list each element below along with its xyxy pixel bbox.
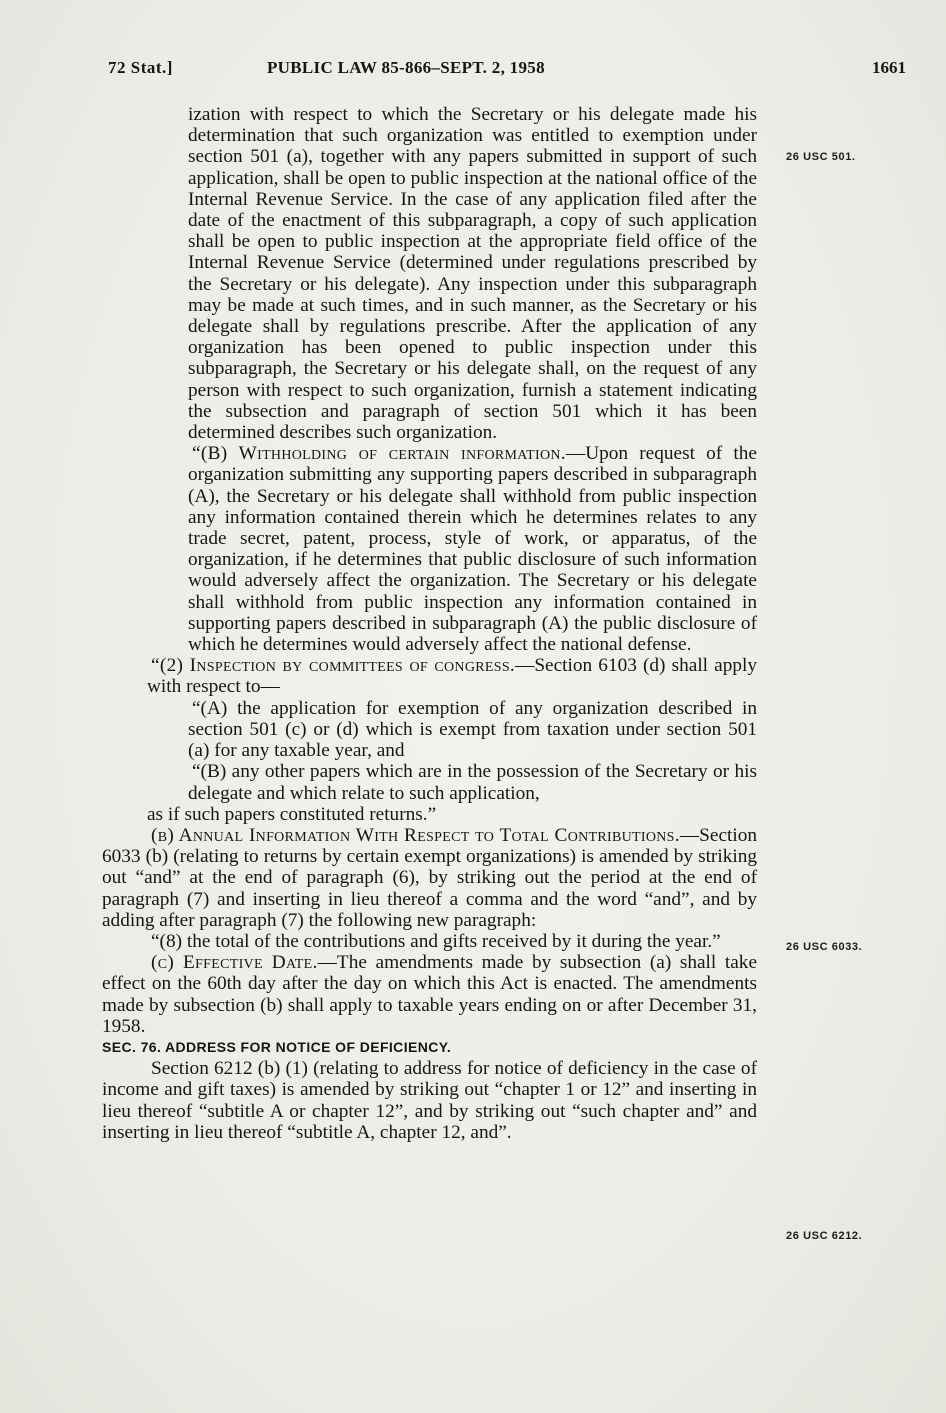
paragraph-withholding [102, 443, 757, 655]
margin-note-6033: 26 USC 6033. [786, 941, 863, 953]
body-text [102, 104, 757, 1143]
margin-note-501: 26 USC 501. [786, 151, 856, 163]
paragraph-subsection-c [102, 952, 757, 1037]
subsection-b-heading: (b) Annual Information With Respect to Total Contributions. [151, 824, 680, 846]
subpara-b-text: —Upon request of the organization submitting any supporting papers described in subparagraph (A), the Secretary or his delegate shall withhold from public inspection any information contained therein which he determines relates to any trade secret, patent, process, style of work, or apparatus, of the organization, if he determines that public disclosure of such information would adversely affect the organization. The Secretary or his delegate shall withhold from public inspection any information contained in supporting papers described in subparagraph (A) the public disclosure of which he determines would adversely affect the national defense. [188, 443, 757, 656]
page-number: 1661 [872, 58, 906, 77]
paragraph-2b: “(B) any other papers which are in the possession of the Secretary or his delegate and which relate to such application, [188, 761, 757, 804]
paragraph-subsection-b [102, 825, 757, 931]
paragraph-committees [102, 655, 757, 697]
paragraph-2-close: as if such papers constituted returns.” [147, 803, 437, 825]
margin-note-6212: 26 USC 6212. [786, 1230, 863, 1242]
para-2-text: —Section 6103 (d) shall apply with respect to— [147, 655, 757, 698]
subsection-c-text: —The amendments made by subsection (a) shall take effect on the 60th day after the day on which this Act is enacted. The amendments made by subsection (b) shall apply to taxable years ending on or after December 31, 1958. [102, 952, 757, 1037]
subsection-c-heading: (c) Effective Date. [151, 952, 318, 974]
para-2-heading: “(2) Inspection by committees of congress. [151, 655, 516, 677]
paragraph-inspection-a: ization with respect to which the Secretary or his delegate made his determination that such organization was entitled to exemption under section 501 (a), together with any papers submitted in support of such application, shall be open to public inspection at the national office of the Internal Revenue Service. In the case of any application filed after the date of the enactment of this subparagraph, a copy of such application shall be open to public inspection at the appropriate field office of the Internal Revenue Service (determined under regulations prescribed by the Secretary or his delegate). Any inspection under this subparagraph may be made at such times, and in such manner, as the Secretary or his delegate shall by regulations prescribe. After the application of any organization has been opened to public inspection under this subparagraph, the Secretary or his delegate shall, on the request of any person with respect to such organization, furnish a statement indicating the subsection and paragraph of section 501 which it has been determined describes such organization. [188, 104, 757, 444]
subpara-b-heading: “(B) Withholding of certain information. [192, 443, 566, 465]
section-76-heading: SEC. 76. ADDRESS FOR NOTICE OF DEFICIENCY. [102, 1038, 452, 1055]
subsection-b-text: —Section 6033 (b) (relating to returns by certain exempt organizations) is amended by striking out “and” at the end of paragraph (6), by striking out the period at the end of paragraph (7) and inserting in lieu thereof a comma and the word “and”, and by adding after paragraph (7) the following new paragraph: [102, 824, 757, 931]
paragraph-8: “(8) the total of the contributions and gifts received by it during the year.” [151, 930, 721, 952]
statute-volume: 72 Stat.] [108, 58, 173, 77]
section-76-text: Section 6212 (b) (1) (relating to address for notice of deficiency in the case of income and gift taxes) is amended by striking out “chapter 1 or 12” and inserting in lieu thereof “subtitle A or chapter 12”, and by striking out “such chapter and” and inserting in lieu thereof “subtitle A, chapter 12, and”. [102, 1058, 757, 1143]
paragraph-2a: “(A) the application for exemption of any organization described in section 501 (c) or (d) which is exempt from taxation under section 501 (a) for any taxable year, and [188, 697, 757, 762]
running-header [108, 58, 906, 84]
law-title: PUBLIC LAW 85-866–SEPT. 2, 1958 [267, 58, 545, 77]
